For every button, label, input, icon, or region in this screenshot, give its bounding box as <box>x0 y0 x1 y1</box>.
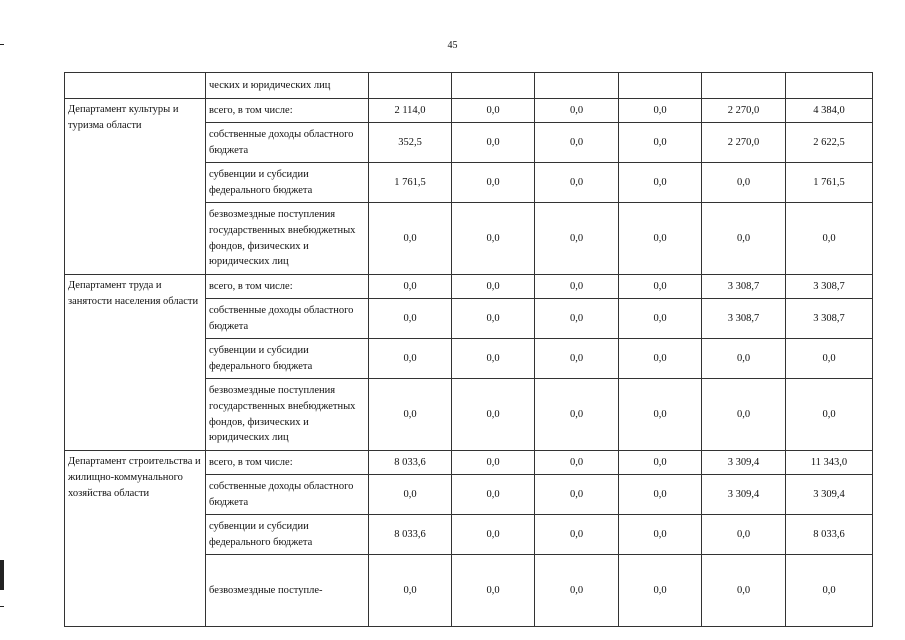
row-label: субвенции и субсидии федерального бюджета <box>206 339 369 379</box>
value-cell: 2 270,0 <box>702 123 786 163</box>
margin-mark <box>0 560 4 590</box>
value-cell: 0,0 <box>535 123 619 163</box>
value-cell: 0,0 <box>702 163 786 203</box>
row-label: собственные доходы областного бюджета <box>206 299 369 339</box>
value-cell <box>369 73 452 99</box>
value-cell: 3 308,7 <box>786 275 873 299</box>
value-cell: 0,0 <box>452 163 535 203</box>
value-cell: 0,0 <box>535 451 619 475</box>
value-cell: 0,0 <box>535 475 619 515</box>
value-cell: 3 308,7 <box>702 275 786 299</box>
value-cell: 0,0 <box>786 339 873 379</box>
value-cell: 11 343,0 <box>786 451 873 475</box>
value-cell: 0,0 <box>452 451 535 475</box>
value-cell: 0,0 <box>786 203 873 275</box>
value-cell: 0,0 <box>619 299 702 339</box>
table-row <box>65 73 873 99</box>
margin-mark <box>0 44 4 45</box>
value-cell <box>702 73 786 99</box>
value-cell: 1 761,5 <box>369 163 452 203</box>
value-cell: 0,0 <box>452 475 535 515</box>
value-cell: 0,0 <box>369 475 452 515</box>
value-cell: 0,0 <box>535 275 619 299</box>
value-cell: 2 270,0 <box>702 99 786 123</box>
value-cell: 0,0 <box>452 123 535 163</box>
value-cell: 0,0 <box>619 515 702 555</box>
value-cell: 0,0 <box>619 451 702 475</box>
value-cell: 0,0 <box>619 379 702 451</box>
margin-mark <box>0 606 4 607</box>
value-cell: 0,0 <box>452 99 535 123</box>
value-cell: 352,5 <box>369 123 452 163</box>
value-cell: 0,0 <box>369 203 452 275</box>
value-cell: 0,0 <box>369 379 452 451</box>
row-label: безвозмездные поступления государственных внебюджетных фондов, физических и юридических лиц <box>206 203 369 275</box>
department-name: Департамент строительства и жилищно-коммунального хозяйства области <box>65 451 206 627</box>
value-cell: 0,0 <box>786 555 873 627</box>
value-cell: 0,0 <box>452 555 535 627</box>
value-cell: 8 033,6 <box>369 515 452 555</box>
value-cell: 0,0 <box>369 339 452 379</box>
value-cell: 0,0 <box>702 379 786 451</box>
value-cell: 0,0 <box>619 475 702 515</box>
value-cell: 0,0 <box>535 203 619 275</box>
table-row <box>65 275 873 299</box>
row-label: субвенции и субсидии федерального бюджета <box>206 515 369 555</box>
value-cell: 3 309,4 <box>702 451 786 475</box>
row-label: ческих и юридических лиц <box>206 73 369 99</box>
row-label: собственные доходы областного бюджета <box>206 123 369 163</box>
value-cell: 3 309,4 <box>786 475 873 515</box>
value-cell: 0,0 <box>452 203 535 275</box>
value-cell: 4 384,0 <box>786 99 873 123</box>
value-cell: 0,0 <box>452 515 535 555</box>
value-cell: 0,0 <box>702 515 786 555</box>
value-cell: 3 308,7 <box>702 299 786 339</box>
row-label: всего, в том числе: <box>206 275 369 299</box>
value-cell: 0,0 <box>619 339 702 379</box>
value-cell: 8 033,6 <box>369 451 452 475</box>
value-cell: 0,0 <box>786 379 873 451</box>
value-cell: 0,0 <box>369 275 452 299</box>
value-cell: 0,0 <box>619 123 702 163</box>
value-cell: 0,0 <box>535 299 619 339</box>
value-cell: 0,0 <box>619 163 702 203</box>
row-label: субвенции и субсидии федерального бюджета <box>206 163 369 203</box>
value-cell: 0,0 <box>702 203 786 275</box>
value-cell: 0,0 <box>535 515 619 555</box>
value-cell: 0,0 <box>535 339 619 379</box>
value-cell <box>535 73 619 99</box>
row-label: безвозмездные поступле- <box>206 555 369 627</box>
row-label: безвозмездные поступления государственных внебюджетных фондов, физических и юридических лиц <box>206 379 369 451</box>
value-cell <box>786 73 873 99</box>
budget-table <box>64 72 873 627</box>
row-label: всего, в том числе: <box>206 99 369 123</box>
value-cell: 0,0 <box>535 163 619 203</box>
value-cell: 0,0 <box>619 555 702 627</box>
row-label: всего, в том числе: <box>206 451 369 475</box>
page-number: 45 <box>447 40 458 51</box>
table-row <box>65 451 873 475</box>
value-cell <box>452 73 535 99</box>
department-name: Департамент труда и занятости населения области <box>65 275 206 451</box>
value-cell: 0,0 <box>702 555 786 627</box>
value-cell: 8 033,6 <box>786 515 873 555</box>
value-cell <box>619 73 702 99</box>
row-label: собственные доходы областного бюджета <box>206 475 369 515</box>
value-cell: 0,0 <box>535 99 619 123</box>
value-cell: 3 308,7 <box>786 299 873 339</box>
value-cell: 0,0 <box>452 339 535 379</box>
value-cell: 0,0 <box>535 379 619 451</box>
value-cell: 1 761,5 <box>786 163 873 203</box>
department-name: Департамент культуры и туризма области <box>65 99 206 275</box>
value-cell: 0,0 <box>535 555 619 627</box>
value-cell: 0,0 <box>452 299 535 339</box>
department-cell <box>65 73 206 99</box>
value-cell: 0,0 <box>619 99 702 123</box>
value-cell: 2 114,0 <box>369 99 452 123</box>
value-cell: 2 622,5 <box>786 123 873 163</box>
value-cell: 0,0 <box>452 275 535 299</box>
value-cell: 0,0 <box>619 203 702 275</box>
value-cell: 0,0 <box>369 299 452 339</box>
value-cell: 0,0 <box>702 339 786 379</box>
value-cell: 3 309,4 <box>702 475 786 515</box>
value-cell: 0,0 <box>619 275 702 299</box>
table-row <box>65 99 873 123</box>
value-cell: 0,0 <box>369 555 452 627</box>
table-body <box>65 73 873 627</box>
value-cell: 0,0 <box>452 379 535 451</box>
